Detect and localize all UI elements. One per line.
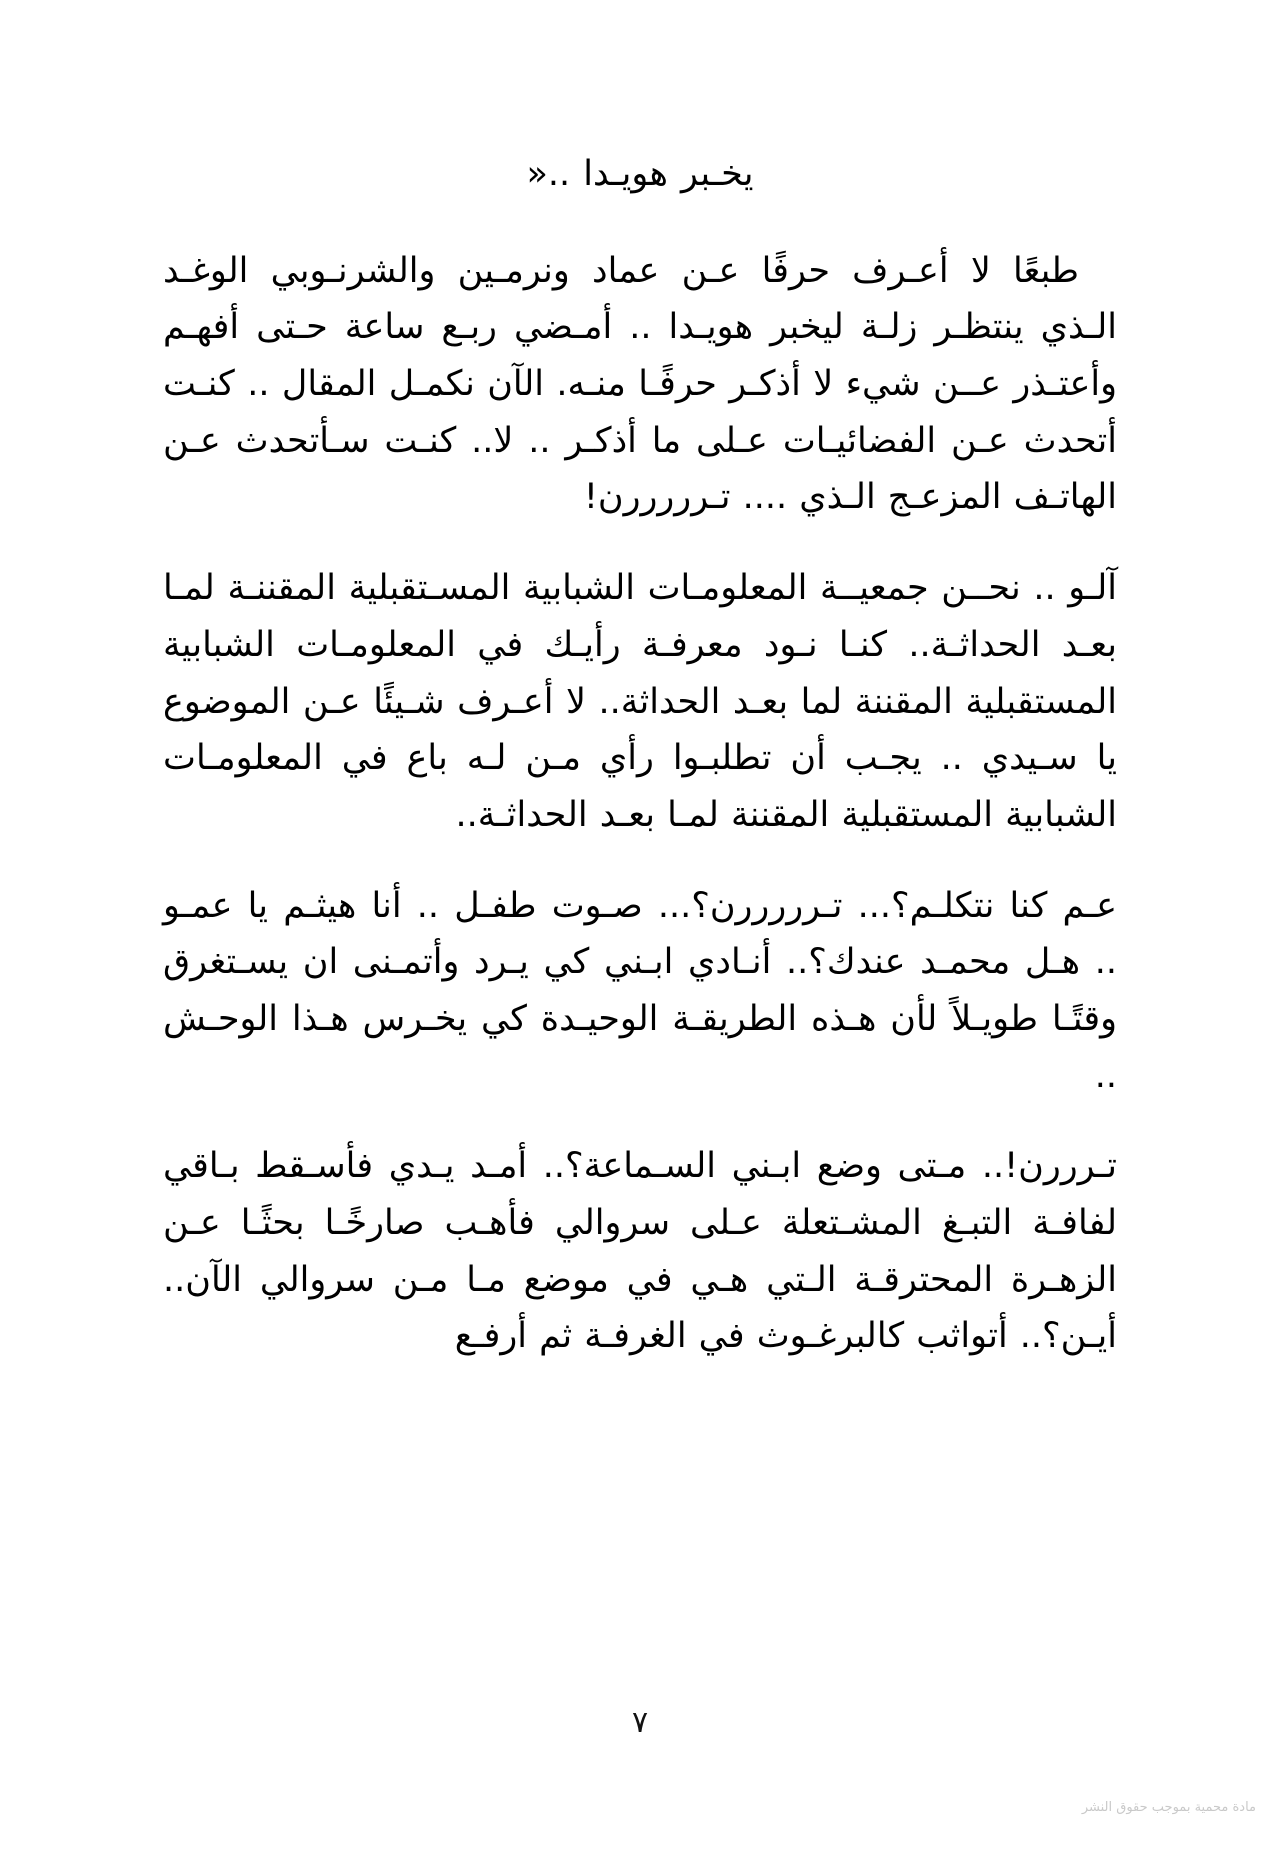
paragraph-1: طبعًا لا أعـرف حرفًا عـن عماد ونرمـين والشرنـوبي الوغـد الـذي ينتظـر زلـة ليخبر هويـدا .. أمـضي ربـع ساعة حـتى أفهـم وأعتـذر عــن شيء لا أذكـر حرفًـا منـه. الآن نكمـل المقال .. كنـت أتحدث عـن الفضائيـات عـلى ما أذكـر .. لا.. كنـت سـأتحدث عـن الهاتـف المزعـج الـذي .... تـرررررن! <box>163 250 1117 518</box>
page-number: ٧ <box>631 1705 649 1740</box>
copyright-watermark: مادة محمية بموجب حقوق النشر <box>1081 1800 1256 1815</box>
paragraph-2: آلـو .. نحــن جمعيــة المعلومـات الشبابية المسـتقبلية المقننـة لمـا بعـد الحداثـة.. كنـا نـود معرفـة رأيـك في المعلومـات الشبابية المستقبلية المقننة لما بعـد الحداثة.. لا أعـرف شـيئًا عـن الموضوع يا سـيدي .. يجـب أن تطلبـوا رأي مـن لـه باع في المعلومـات الشبابية المستقبلية المقننة لمـا بعـد الحداثـة.. <box>163 568 1117 835</box>
paragraph-4: تـرررن!.. مـتى وضع ابـني السـماعة؟.. أمـد يـدي فأسـقط بـاقي لفافـة التبـغ المشـتعلة عـلى سروالي فأهـب صارخًـا بحثًـا عـن الزهـرة المحترقـة الـتي هـي في موضع مـا مـن سروالي الآن.. أيـن؟.. أتواثب كالبرغـوث في الغرفـة ثم أرفـع <box>163 1146 1117 1357</box>
page-text-column <box>163 146 1117 1365</box>
paragraph-3: عـم كنا نتكلـم؟... تـرررررن؟... صـوت طفـل .. أنا هيثـم يا عمـو .. هـل محمـد عندك؟.. أنـادي ابـني كي يـرد وأتمـنى ان يسـتغرق وقتًـا طويـلاً لأن هـذه الطريقـة الوحيـدة كي يخـرس هـذا الوحـش .. <box>163 885 1117 1096</box>
opening-line: يخـبر هويـدا ..« <box>526 154 754 194</box>
